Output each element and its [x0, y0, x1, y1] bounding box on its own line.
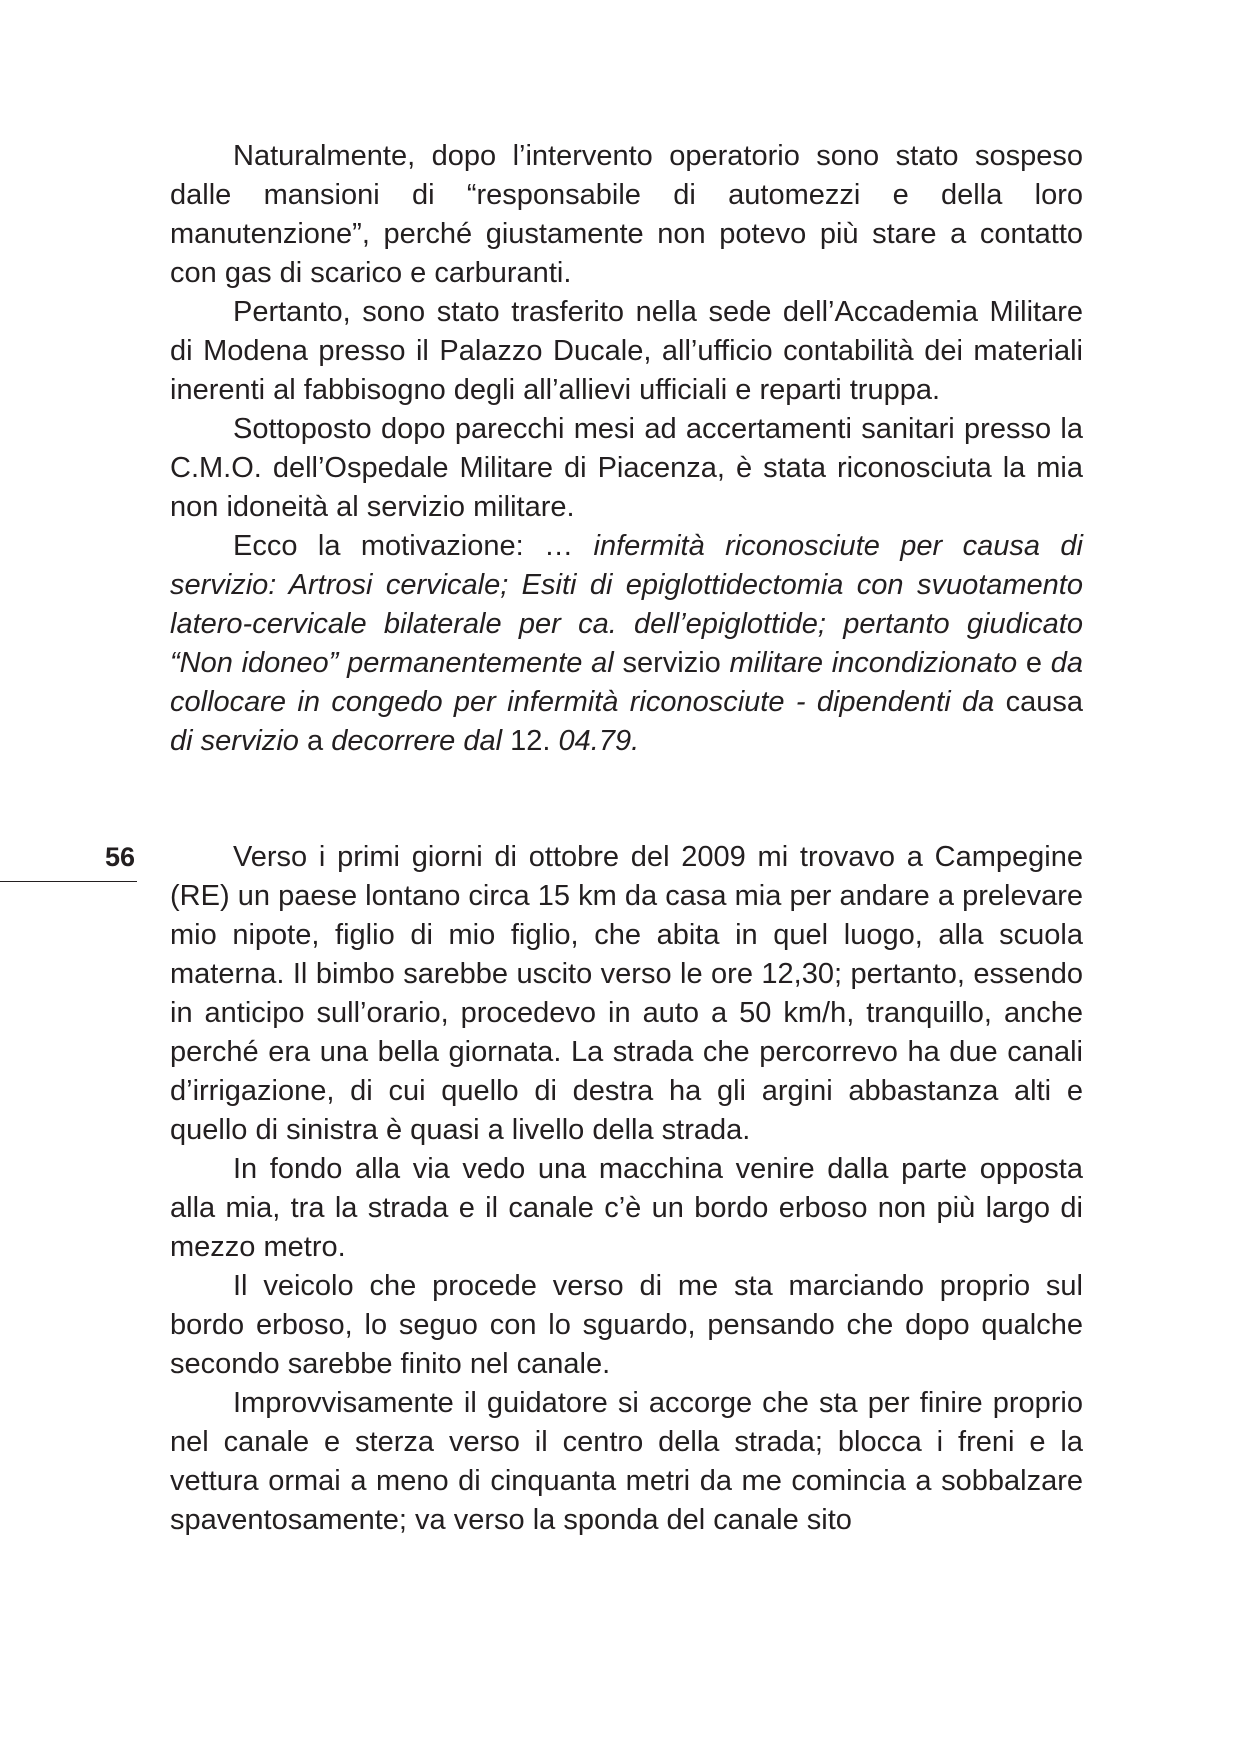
italic-run: da collocare in congedo per infermità riconosciute - dipendenti da	[170, 647, 1083, 718]
italic-run: 04.79.	[558, 725, 640, 757]
italic-run: di servizio	[170, 725, 299, 757]
text-run: Ecco la motivazione: …	[233, 530, 594, 562]
page-number: 56	[104, 842, 135, 872]
text-run: e	[1017, 647, 1051, 679]
italic-run: militare incondizionato	[729, 647, 1018, 679]
text-section-military-discharge	[170, 137, 1083, 761]
paragraph: Verso i primi giorni di ottobre del 2009 mi trovavo a Campegine (RE) un paese lontano circa 15 km da casa mia per andare a prelevare mio nipote, figlio di mio figlio, che abita in quel luogo, alla scuola materna. Il bimbo sarebbe uscito verso le ore 12,30; pertanto, essendo in anticipo sull’orario, procedevo in auto a 50 km/h, tranquillo, anche perché era una bella giornata. La strada che percorrevo ha due canali d’irrigazione, di cui quello di destra ha gli argini abbastanza alti e quello di sinistra è quasi a livello della strada.	[170, 841, 1083, 1146]
paragraph-motivation	[170, 527, 1083, 761]
text-section-road-incident	[170, 838, 1083, 1540]
paragraph: Il veicolo che procede verso di me sta marciando proprio sul bordo erboso, lo seguo con lo sguardo, pensando che dopo qualche secondo sarebbe finito nel canale.	[170, 1270, 1083, 1380]
text-run: servizio	[613, 647, 730, 679]
paragraph: Sottoposto dopo parecchi mesi ad accertamenti sanitari presso la C.M.O. dell’Ospedale Militare di Piacenza, è stata riconosciuta la mia non idoneità al servizio militare.	[170, 413, 1083, 523]
paragraph: In fondo alla via vedo una macchina venire dalla parte opposta alla mia, tra la strada e il canale c’è un bordo erboso non più largo di mezzo metro.	[170, 1153, 1083, 1263]
text-run: 12.	[502, 725, 559, 757]
page-number-rule	[0, 881, 137, 882]
italic-run: infermità riconosciute per causa di servizio: Artrosi cervicale; Esiti di epiglottidectomia con svuotamento latero-cervicale bilaterale per ca. dell’epiglottide; pertanto giudicato “Non idoneo” permanentemente al	[170, 530, 1083, 679]
paragraph: Improvvisamente il guidatore si accorge che sta per finire proprio nel canale e sterza verso il centro della strada; blocca i freni e la vettura ormai a meno di cinquanta metri da me comincia a sobbalzare spaventosamente; va verso la sponda del canale sito	[170, 1387, 1083, 1536]
italic-run: decorrere dal	[331, 725, 503, 757]
paragraph: Pertanto, sono stato trasferito nella sede dell’Accademia Militare di Modena presso il Palazzo Ducale, all’ufficio contabilità dei materiali inerenti al fabbisogno degli all’allievi ufficiali e reparti truppa.	[170, 296, 1083, 406]
text-run: causa	[994, 686, 1083, 718]
text-run: a	[298, 725, 332, 757]
paragraph: Naturalmente, dopo l’intervento operatorio sono stato sospeso dalle mansioni di “responsabile di automezzi e della loro manutenzione”, perché giustamente non potevo più stare a contatto con gas di scarico e carburanti.	[170, 140, 1083, 289]
